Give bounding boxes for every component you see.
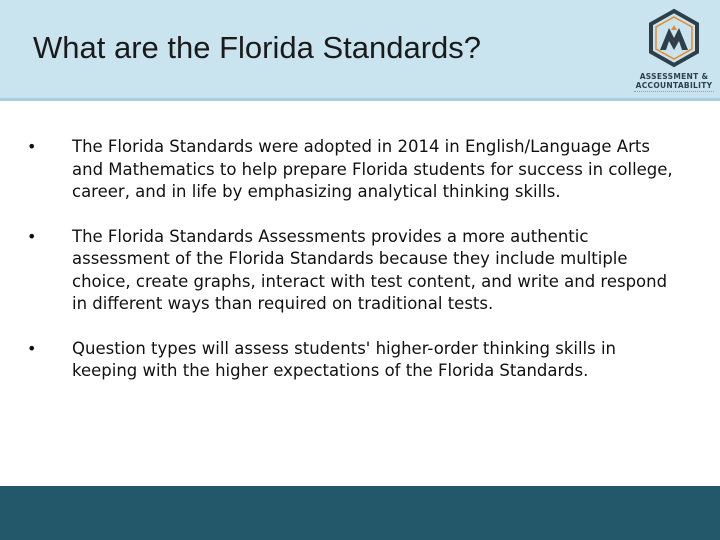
- bullet-text: The Florida Standards Assessments provides a more authentic assessment of the Florida Standards because they include multiple choice, create graphs, interact with test content, and write and respond in different ways than required on traditional tests.: [72, 226, 668, 313]
- slide-footer-bar: [0, 486, 720, 540]
- logo-dotted-rule: [634, 91, 714, 92]
- header-divider: [0, 98, 720, 101]
- assessment-accountability-logo: [630, 8, 718, 92]
- slide-title: What are the Florida Standards?: [33, 30, 482, 65]
- bullet-list: [27, 136, 677, 405]
- bullet-marker: •: [27, 226, 37, 246]
- bullet-marker: •: [27, 137, 37, 156]
- bullet-text: Question types will assess students' higher-order thinking skills in keeping with the higher expectations of the Florida Standards.: [72, 338, 617, 380]
- slide-header: [0, 0, 720, 98]
- bullet-marker: •: [27, 338, 37, 358]
- logo-text-line2: ACCOUNTABILITY: [635, 81, 713, 90]
- bullet-item: [27, 338, 677, 383]
- bullet-item: [27, 226, 677, 316]
- bullet-text: The Florida Standards were adopted in 2014 in English/Language Arts and Mathematics to help prepare Florida students for success in college, career, and in life by emphasizing analytical thinking skills.: [72, 137, 673, 201]
- logo-text-line1: ASSESSMENT &: [639, 72, 709, 81]
- bullet-item: [27, 136, 677, 204]
- hexagon-logo-icon: [647, 8, 701, 68]
